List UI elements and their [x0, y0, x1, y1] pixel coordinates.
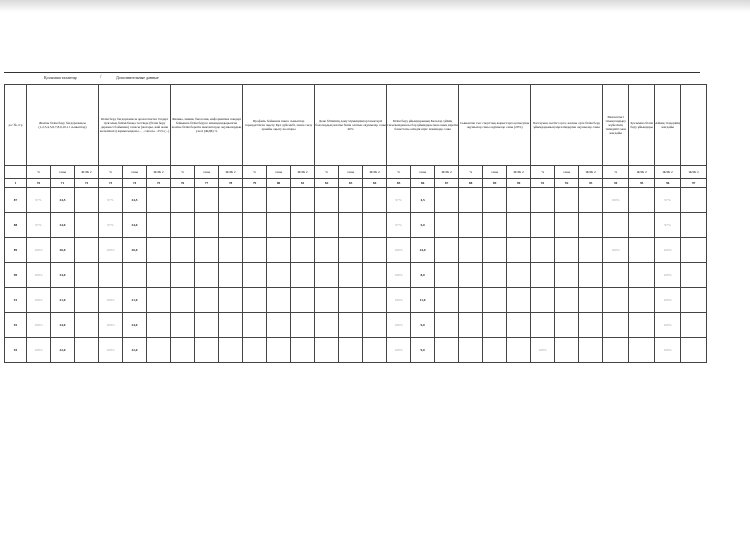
subheader-cell: саны [267, 166, 291, 179]
table-cell: 88 [5, 213, 27, 238]
title-left: Қосымша талаптар [44, 75, 77, 80]
table-cell [99, 263, 123, 288]
subheader-cell: % [531, 166, 555, 179]
table-cell-empty [435, 263, 459, 288]
table-cell: 24,0 [51, 263, 75, 288]
table-cell-empty [243, 213, 267, 238]
table-cell: 24,0 [411, 238, 435, 263]
table-cell: 24,5 [123, 188, 147, 213]
header-cell: Физика, химия, биология, информатика пәндері бойынша білім беруге мамандандырылған жалпы білім беретін мектептерде оқушылардың үлесі (ЖДБ) % [171, 85, 243, 166]
column-number: 90 [507, 179, 531, 188]
header-cell: Бастауыш, негізгі орта, жалпы орта білім беру ұйымдарының мұғалімдеріне оқушылар саны [531, 85, 603, 166]
table-cell-empty [507, 338, 531, 363]
table-cell-empty [483, 213, 507, 238]
table-cell-empty [291, 238, 315, 263]
table-cell: 100% [655, 313, 681, 338]
subheader-cell: % [459, 166, 483, 179]
table-cell-empty [243, 288, 267, 313]
table-cell-empty [195, 188, 219, 213]
table-cell-empty [507, 288, 531, 313]
column-number-row [5, 179, 707, 188]
table-row [5, 238, 707, 263]
header-cell: Аймақ тілдерінің жағдайы [655, 85, 681, 166]
subheader-cell: саны [195, 166, 219, 179]
table-cell-empty [75, 213, 99, 238]
table-cell: 100% [603, 188, 629, 213]
subheader-cell: ЖЛК 2 [655, 166, 681, 179]
table-cell-empty [507, 213, 531, 238]
table-cell: 97% [99, 188, 123, 213]
data-rows [5, 188, 707, 363]
table-cell-empty [147, 263, 171, 288]
table-cell: 91 [5, 288, 27, 313]
table-cell: 11,0 [411, 288, 435, 313]
table-cell-empty [507, 263, 531, 288]
table-cell: 97% [99, 213, 123, 238]
table-cell: 4,5 [411, 188, 435, 213]
table-cell-empty [579, 263, 603, 288]
table-cell-empty [555, 338, 579, 363]
table-cell-empty [147, 213, 171, 238]
column-number: 93 [579, 179, 603, 188]
table-cell-empty [267, 263, 291, 288]
table-cell [603, 213, 629, 238]
table-cell-empty [267, 238, 291, 263]
table-row [5, 188, 707, 213]
table-cell-empty [267, 313, 291, 338]
table-cell-empty [629, 188, 655, 213]
table-cell-empty [459, 313, 483, 338]
table-cell-empty [459, 288, 483, 313]
header-cell: р/с № стр [5, 85, 27, 166]
table-cell-empty [75, 238, 99, 263]
subheader-cell: ЖЛК 2 [291, 166, 315, 179]
table-cell-empty [267, 338, 291, 363]
column-number: 75 [147, 179, 171, 188]
table-cell-empty [435, 288, 459, 313]
table-cell-empty [363, 188, 387, 213]
table-cell: 22,0 [123, 338, 147, 363]
table-cell-empty [681, 338, 707, 363]
table-cell-empty [171, 213, 195, 238]
table-row [5, 288, 707, 313]
table-cell-empty [171, 313, 195, 338]
table-cell [531, 238, 555, 263]
table-cell-empty [195, 238, 219, 263]
table-cell-empty [291, 338, 315, 363]
title-separator: / [100, 75, 102, 80]
table-cell-empty [315, 338, 339, 363]
table-cell-empty [339, 263, 363, 288]
header-cell: Профиль бойынша пәнге сыныптар тереңдетілген оқыту. Бұл дүйсенбі, пәнге сызу арнайы оқыту жоспары [243, 85, 315, 166]
subheader-cell: % [315, 166, 339, 179]
table-cell: 22,0 [51, 338, 75, 363]
table-cell-empty [507, 188, 531, 213]
table-cell: 24,0 [123, 313, 147, 338]
subheader-cell: саны [51, 166, 75, 179]
table-cell-empty [629, 263, 655, 288]
table-cell-empty [363, 213, 387, 238]
subheader-cell: % [27, 166, 51, 179]
table-cell-empty [267, 213, 291, 238]
table-cell-empty [483, 188, 507, 213]
subheader-cell: саны [483, 166, 507, 179]
table-cell-empty [195, 288, 219, 313]
header-cell: Мектептегі тамақтандыру жүйесінің тиімділігі мен жағдайы [603, 85, 629, 166]
table-cell: 97% [655, 188, 681, 213]
table-cell-empty [681, 288, 707, 313]
header-cell-empty [681, 85, 707, 166]
column-number: 91 [531, 179, 555, 188]
header-cell: Қосымша білім беру ұйымдары [629, 85, 655, 166]
table-cell: 100% [655, 288, 681, 313]
table-cell [603, 288, 629, 313]
table-cell-empty [483, 238, 507, 263]
table-cell-empty [555, 238, 579, 263]
table-cell-empty [219, 313, 243, 338]
table-cell: 89 [5, 238, 27, 263]
table-cell-empty [579, 288, 603, 313]
table-cell [531, 213, 555, 238]
table-cell: 100% [27, 238, 51, 263]
header-cell: Білім беру бағдарламасы аралас/шетел тілдері тұлғалық білімі/биоқа тестінде (білім беру дәрежесі бойынша) сапасы (жоғары, жай және жеткіліксіз) жұмысындағы ... , сапасы - 25% (...) [99, 85, 171, 166]
table-cell: 9,0 [411, 313, 435, 338]
table-cell-empty [315, 263, 339, 288]
table-cell: 20,0 [123, 238, 147, 263]
subheader-cell: % [243, 166, 267, 179]
table-cell-empty [681, 238, 707, 263]
table-cell-empty [459, 213, 483, 238]
table-cell-empty [219, 288, 243, 313]
table-cell-empty [147, 238, 171, 263]
table-cell-empty [681, 188, 707, 213]
table-cell-empty [171, 338, 195, 363]
table-cell-empty [291, 188, 315, 213]
table-cell: 97% [387, 188, 411, 213]
table-cell: 100% [27, 338, 51, 363]
table-cell-empty [243, 263, 267, 288]
table-cell-empty [435, 238, 459, 263]
table-cell-empty [483, 338, 507, 363]
table-cell-empty [147, 188, 171, 213]
column-number: 72 [75, 179, 99, 188]
table-cell-empty [555, 288, 579, 313]
table-cell-empty [243, 338, 267, 363]
subheader-cell: ЖЛК 2 [629, 166, 655, 179]
column-number: 1 [5, 179, 27, 188]
table-cell: 100% [655, 263, 681, 288]
table-cell-empty [459, 338, 483, 363]
subheader-cell: ЖЛК 2 [681, 166, 707, 179]
table-cell: 21,0 [123, 288, 147, 313]
table-cell-empty [555, 313, 579, 338]
table-cell-empty [339, 188, 363, 213]
column-number: 81 [291, 179, 315, 188]
table-cell [123, 263, 147, 288]
table-cell: 100% [99, 313, 123, 338]
table-cell: 97% [27, 213, 51, 238]
subheader-cell: % [99, 166, 123, 179]
column-number: 77 [195, 179, 219, 188]
table-cell-empty [555, 188, 579, 213]
subheader-cell: ЖЛК 2 [75, 166, 99, 179]
subheader-row [5, 166, 707, 179]
table-cell: 9,0 [411, 338, 435, 363]
table-cell: 100% [27, 263, 51, 288]
table-cell-empty [243, 238, 267, 263]
table-cell: 100% [99, 238, 123, 263]
scan-shadow [0, 0, 750, 12]
table-cell-empty [315, 288, 339, 313]
column-number: 94 [603, 179, 629, 188]
table-cell: 97% [655, 213, 681, 238]
subheader-cell: ЖЛК 2 [435, 166, 459, 179]
table-cell-empty [629, 338, 655, 363]
table-cell-empty [171, 238, 195, 263]
table-cell-empty [171, 188, 195, 213]
table-cell: 100% [27, 313, 51, 338]
table-cell [603, 338, 629, 363]
subheader-cell: ЖЛК 2 [507, 166, 531, 179]
table-cell-empty [267, 188, 291, 213]
table-cell-empty [579, 213, 603, 238]
table-cell: 5,0 [411, 213, 435, 238]
table-cell [531, 313, 555, 338]
table-cell-empty [147, 313, 171, 338]
table-cell-empty [483, 313, 507, 338]
table-cell-empty [195, 213, 219, 238]
table-cell-empty [629, 313, 655, 338]
table-cell: 93 [5, 338, 27, 363]
table-cell-empty [629, 288, 655, 313]
column-number: 95 [629, 179, 655, 188]
table-cell-empty [75, 313, 99, 338]
column-number: 86 [411, 179, 435, 188]
table-cell-empty [339, 213, 363, 238]
table-cell: 100% [387, 313, 411, 338]
table-cell-empty [435, 313, 459, 338]
table-row [5, 313, 707, 338]
table-cell: 20,0 [51, 238, 75, 263]
table-cell: 97% [387, 213, 411, 238]
table-cell: 97% [27, 188, 51, 213]
table-cell: 100% [27, 288, 51, 313]
table-cell-empty [339, 338, 363, 363]
table-cell-empty [171, 263, 195, 288]
table-cell: 100% [655, 238, 681, 263]
table-row [5, 213, 707, 238]
table-cell-empty [243, 313, 267, 338]
table-cell-empty [267, 288, 291, 313]
column-number: 79 [243, 179, 267, 188]
table-cell: 100% [387, 338, 411, 363]
table-cell: 100% [531, 338, 555, 363]
table-cell: 100% [655, 338, 681, 363]
table-cell-empty [483, 288, 507, 313]
table-cell-empty [435, 188, 459, 213]
table-cell-empty [435, 338, 459, 363]
column-number: 74 [123, 179, 147, 188]
table-cell: 100% [603, 238, 629, 263]
table-cell [531, 288, 555, 313]
table-cell: 92 [5, 313, 27, 338]
table-cell: 100% [387, 238, 411, 263]
table-cell-empty [75, 288, 99, 313]
column-number: 80 [267, 179, 291, 188]
header-cell: Сыныптан тыс спорттық жарыстарға қатысушы оқушылар саны оқушылар саны (20%) [459, 85, 531, 166]
table-cell-empty [219, 338, 243, 363]
table-cell [531, 188, 555, 213]
table-cell-empty [291, 263, 315, 288]
subheader-cell: ЖЛК 2 [363, 166, 387, 179]
table-cell: 100% [387, 288, 411, 313]
table-cell: 24,0 [51, 313, 75, 338]
column-number: 89 [483, 179, 507, 188]
table-cell-empty [315, 188, 339, 213]
table-cell-empty [459, 238, 483, 263]
table-cell-empty [459, 188, 483, 213]
subheader-cell: ЖЛК 2 [147, 166, 171, 179]
table-cell: 24,0 [123, 213, 147, 238]
column-number: 85 [387, 179, 411, 188]
table-cell-empty [555, 213, 579, 238]
subheader-cell: саны [339, 166, 363, 179]
table-cell-empty [75, 188, 99, 213]
table-cell-empty [579, 313, 603, 338]
table-cell-empty [507, 313, 531, 338]
table-cell-empty [681, 313, 707, 338]
table-cell-empty [363, 338, 387, 363]
table-cell: 100% [99, 338, 123, 363]
table-cell-empty [681, 263, 707, 288]
table-cell-empty [315, 313, 339, 338]
column-number: 71 [51, 179, 75, 188]
title-right: Дополнительные данные [116, 75, 159, 80]
table-cell-empty [459, 263, 483, 288]
subheader-cell: ЖЛК 2 [579, 166, 603, 179]
table-cell: 100% [387, 263, 411, 288]
table-cell-empty [219, 213, 243, 238]
table-cell: 100% [99, 288, 123, 313]
table-cell-empty [629, 238, 655, 263]
table-cell: 90 [5, 263, 27, 288]
table-cell-empty [219, 238, 243, 263]
table-cell: 24,5 [51, 188, 75, 213]
header-row [5, 85, 707, 166]
table-cell-empty [363, 313, 387, 338]
column-number: 78 [219, 179, 243, 188]
table-cell-empty [483, 263, 507, 288]
table-cell-empty [147, 288, 171, 313]
table-cell-empty [507, 238, 531, 263]
column-number: 76 [171, 179, 195, 188]
table-cell-empty [195, 313, 219, 338]
table-cell-empty [579, 338, 603, 363]
table-cell-empty [219, 188, 243, 213]
table-cell: 87 [5, 188, 27, 213]
table-cell-empty [195, 338, 219, 363]
table-cell-empty [75, 263, 99, 288]
table-cell-empty [291, 288, 315, 313]
report-table [4, 84, 707, 363]
column-number: 92 [555, 179, 579, 188]
subheader-cell: % [171, 166, 195, 179]
column-number: 97 [681, 179, 707, 188]
table-cell: 24,0 [51, 213, 75, 238]
subheader-cell: саны [555, 166, 579, 179]
column-number: 82 [315, 179, 339, 188]
table-cell-empty [291, 313, 315, 338]
table-cell-empty [339, 313, 363, 338]
column-number: 88 [459, 179, 483, 188]
table-cell-empty [243, 188, 267, 213]
subheader-cell: саны [411, 166, 435, 179]
column-number: 73 [99, 179, 123, 188]
column-number: 87 [435, 179, 459, 188]
subheader-cell: % [603, 166, 629, 179]
table-cell-empty [219, 263, 243, 288]
column-number: 84 [363, 179, 387, 188]
table-cell-empty [339, 288, 363, 313]
table-cell [603, 313, 629, 338]
subheader-cell: % [387, 166, 411, 179]
table-cell-empty [75, 338, 99, 363]
column-number: 96 [655, 179, 681, 188]
table-cell-empty [363, 238, 387, 263]
table-row [5, 338, 707, 363]
table-cell-empty [681, 213, 707, 238]
table-cell-empty [579, 238, 603, 263]
table-cell-empty [315, 238, 339, 263]
table-cell-empty [147, 338, 171, 363]
table-cell [531, 263, 555, 288]
column-number: 83 [339, 179, 363, 188]
table-cell: 8,0 [411, 263, 435, 288]
table-cell-empty [435, 213, 459, 238]
table-cell-empty [363, 288, 387, 313]
table-cell-empty [171, 288, 195, 313]
column-number: 70 [27, 179, 51, 188]
table-cell-empty [291, 213, 315, 238]
subheader-cell: саны [123, 166, 147, 179]
table-cell [603, 263, 629, 288]
table-cell-empty [629, 213, 655, 238]
table-cell-empty [195, 263, 219, 288]
subheader-cell-empty [5, 166, 27, 179]
header-cell: Дене бітімінің даму мүмкіндіктері шектеулі балалардың жалпы білім алатын оқушылар саны 40% [315, 85, 387, 166]
table-cell-empty [315, 213, 339, 238]
table-cell: 21,0 [51, 288, 75, 313]
header-cell: Жалпы білім беру бағдарламасы (1,2,3,4,5,6,7,8,9,10,11 сыныптар) [27, 85, 99, 166]
table-cell-empty [339, 238, 363, 263]
table-cell-empty [555, 263, 579, 288]
subheader-cell: ЖЛК 2 [219, 166, 243, 179]
table-cell-empty [579, 188, 603, 213]
table-row [5, 263, 707, 288]
table-cell-empty [363, 263, 387, 288]
header-cell: Білім беру ұйымдарының Балалар үйінің тағылымдамасы бар ұйымдары мен оның кіретін бағыттағы өзіндік кіріс мамандар саны [387, 85, 459, 166]
